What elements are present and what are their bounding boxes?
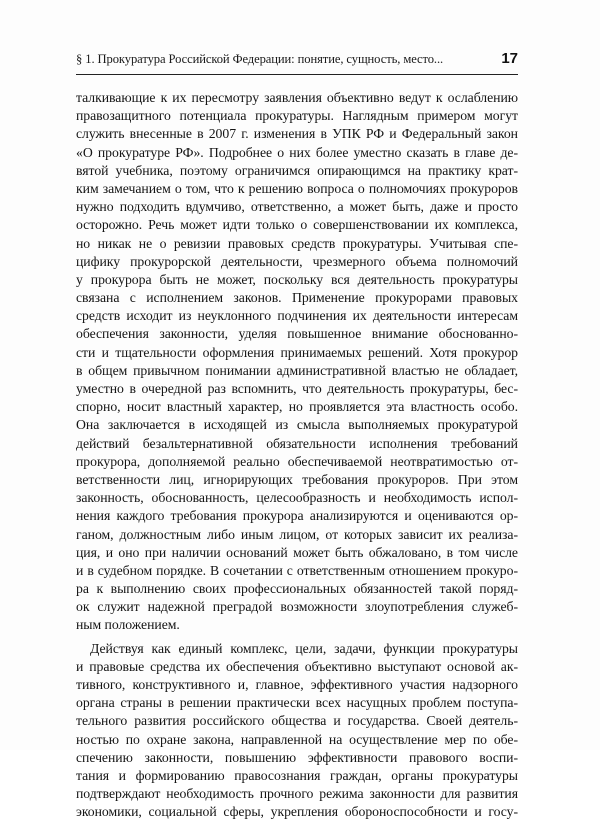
text-line: ганом, должностным либо иным лицом, от которых зависит их реализа- — [76, 526, 518, 542]
text-line: Она заключается в исходящей из смысла выполняемых прокуратурой — [76, 417, 518, 433]
text-line: правозащитного потенциала прокуратуры. Наглядным примером могут — [76, 108, 518, 124]
text-line: средств исходит из неуклонного подчинения их деятельности интересам — [76, 308, 518, 324]
text-line: ок служит надежной преградой возможности злоупотребления служеб- — [76, 599, 518, 615]
text-line: сти и тщательности оформления принимаемых решений. Хотя прокурор — [76, 344, 518, 360]
header-rule — [76, 74, 518, 75]
running-head: § 1. Прокуратура Российской Федерации: понятие, сущность, место... — [76, 52, 444, 66]
text-line: и правовые средства их обеспечения объективно выступают основой ак- — [76, 658, 518, 674]
paragraph-2 — [76, 640, 518, 822]
text-line: ким замечанием о том, что к решению вопроса о полномочиях прокуроров — [76, 180, 518, 196]
text-line: ветственности лиц, игнорирующих требования прокуроров. При этом — [76, 471, 518, 487]
text-line: связана с исполнением законов. Применение прокурорами правовых — [76, 290, 518, 306]
text-line: уместно в очередной раз вспомнить, что деятельность прокуратуры, бес- — [76, 381, 518, 396]
text-line: осторожно. Речь может идти только о совершенствовании их комплекса, — [76, 217, 518, 233]
text-line: действий безальтернативной обязательности исполнения требований — [76, 435, 518, 451]
text-line: у прокурора быть не может, поскольку вся деятельность прокуратуры — [76, 271, 518, 287]
text-line: ция, и оно при наличии оснований может быть обжаловано, в том числе — [76, 544, 518, 560]
text-line: нужно подходить вдумчиво, ответственно, а может быть, даже и просто — [76, 199, 518, 215]
text-line: тания и формированию правосознания граждан, органы прокуратуры — [76, 767, 518, 783]
text-line: обеспечения законности, уделяя повышенное внимание обоснованно- — [76, 326, 518, 342]
text-line: органа страны в решении практически всех насущных проблем поступа- — [76, 695, 518, 711]
text-line: законность, обоснованность, целесообразность и необходимость испол- — [76, 490, 518, 506]
text-line: тельного развития российского общества и государства. Своей деятель- — [76, 713, 518, 729]
text-line: прокурора, дополняемой реально обеспечиваемой неотвратимостью от- — [76, 453, 518, 469]
text-line: служить внесенные в 2007 г. изменения в УПК РФ и Федеральный закон — [76, 126, 518, 142]
text-line: талкивающие к их пересмотру заявления объективно ведут к ослаблению — [76, 90, 518, 105]
text-line: «О прокуратуре РФ». Подробнее о них более уместно сказать в главе де- — [76, 144, 518, 160]
text-line: вятой учебника, поэтому ограничимся опирающимся на практику крат- — [76, 162, 518, 178]
page-header — [76, 50, 518, 72]
text-line: спечению законности, повышению эффективности правового воспи- — [76, 749, 518, 765]
text-line: но никак не о ревизии правовых средств прокуратуры. Учитывая спе- — [76, 235, 518, 251]
text-line: тивного, конструктивного и, главное, эффективного участия надзорного — [76, 677, 518, 692]
text-line: спорно, носит властный характер, но проявляется эта властность особо. — [76, 399, 518, 415]
text-line: и в судебном порядке. В сочетании с ответственным отношением прокуро- — [76, 562, 518, 578]
body-text — [76, 89, 518, 822]
page-number: 17 — [501, 50, 518, 67]
text-line: цифику прокурорской деятельности, чрезмерного объема полномочий — [76, 253, 518, 269]
text-line: экономики, социальной сферы, укрепления обороноспособности и госу- — [76, 804, 518, 820]
paragraph-1 — [76, 89, 518, 635]
text-line: ра к выполнению своих профессиональных обязанностей такой поряд- — [76, 581, 518, 597]
text-line: Действуя как единый комплекс, цели, задачи, функции прокуратуры — [90, 640, 518, 656]
text-line: ным положением. — [76, 617, 180, 633]
text-line: подтверждают необходимость прочного режима законности для развития — [76, 786, 518, 802]
text-line: ностью по охране закона, направленной на осуществление мер по обе- — [76, 731, 518, 747]
text-line: нения каждого требования прокурора анализируются и оцениваются ор- — [76, 508, 518, 524]
text-line: в общем привычном понимании административной властью не обладает, — [76, 362, 518, 378]
